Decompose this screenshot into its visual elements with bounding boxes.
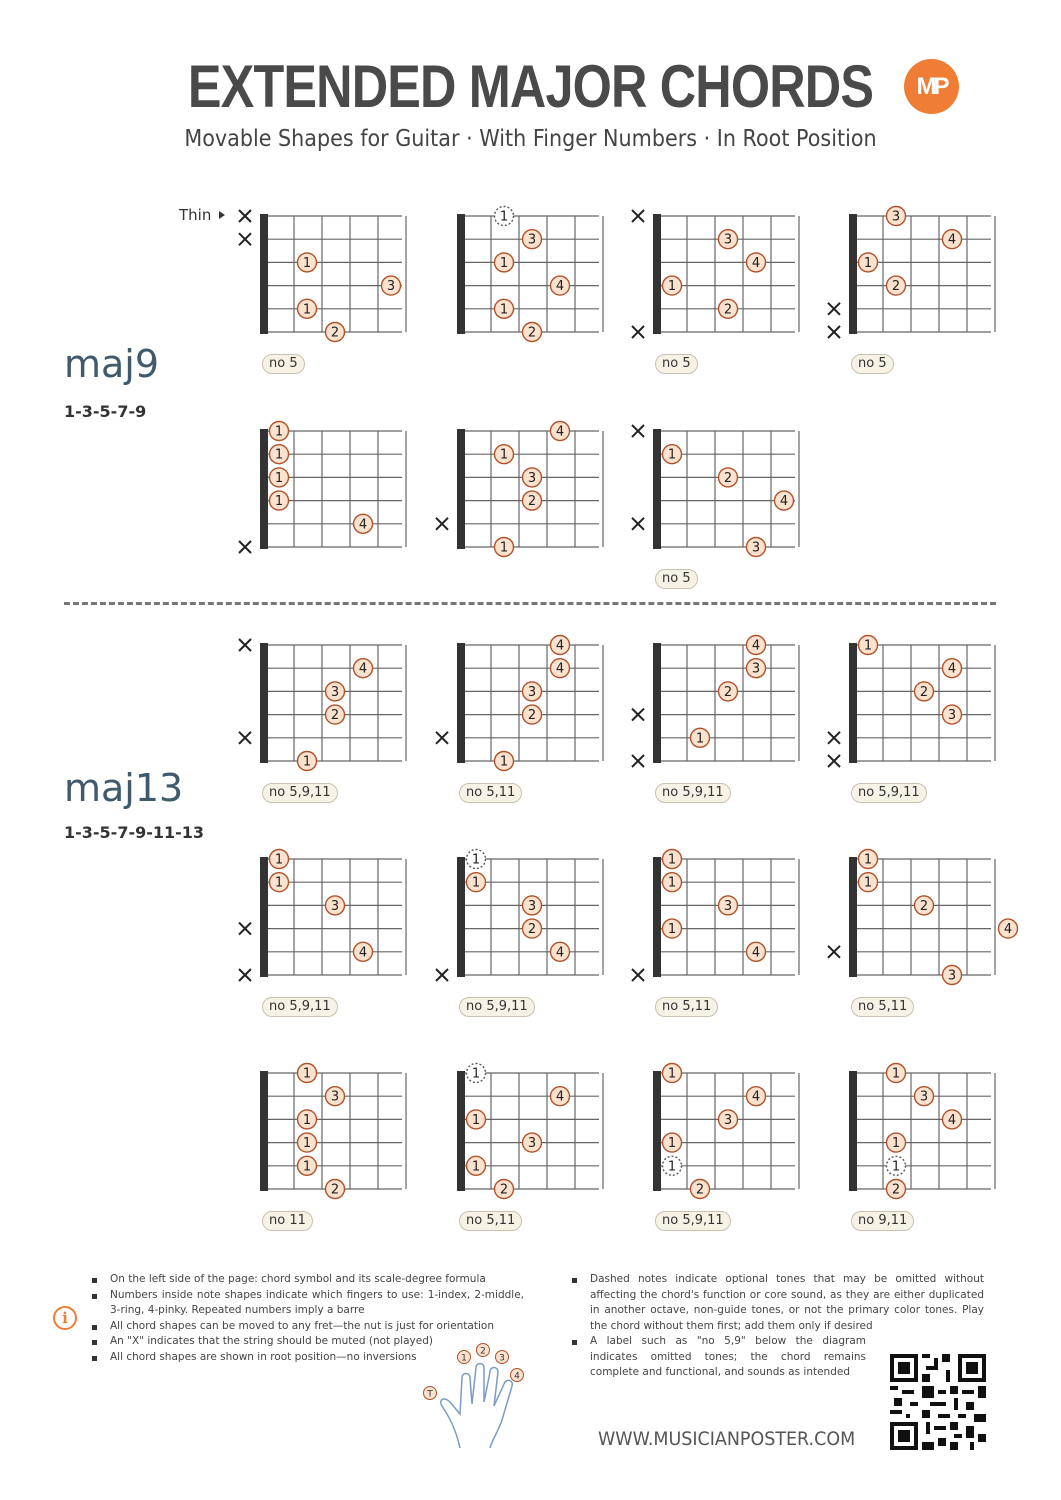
nut-bar [653,214,661,334]
finger-number: 1 [274,447,284,463]
mute-x-icon [828,303,840,315]
chord-diagram [232,849,392,1029]
omitted-tones-badge: no 11 [262,1211,313,1231]
finger-number: 1 [667,922,677,938]
nut-bar [457,1071,465,1191]
finger-number: 1 [274,852,284,868]
finger-number: 3 [330,1089,340,1105]
finger-number: 1 [667,852,677,868]
finger-number: 1 [891,1136,901,1152]
finger-number: 3 [330,898,340,914]
finger-number: 4 [751,638,761,654]
finger-number: 1 [302,1136,312,1152]
mute-x-icon [828,755,840,767]
nut-bar [653,429,661,549]
chord-diagram [821,1063,981,1243]
nut-bar [260,214,268,334]
finger-number: 3 [723,898,733,914]
finger-number: 4 [1003,922,1013,938]
omitted-tones-badge: no 5,11 [655,997,718,1017]
finger-number: 3 [947,708,957,724]
finger-number: 3 [527,684,537,700]
finger-number: 1 [667,1136,677,1152]
finger-number: 1 [863,255,873,271]
hand-finger-4: 4 [514,1371,520,1382]
finger-number: 3 [751,661,761,677]
nut-bar [849,857,857,977]
finger-number: 1 [302,754,312,770]
mute-x-icon [436,732,448,744]
nut-bar [260,1071,268,1191]
finger-number: 2 [527,708,537,724]
finger-number: 4 [751,255,761,271]
note-item: An "X" indicates that the string should be muted (not played) [90,1334,524,1350]
mute-x-icon [828,732,840,744]
finger-number: 3 [527,898,537,914]
finger-number: 1 [274,470,284,486]
nut-bar [653,643,661,763]
finger-number: 2 [330,325,340,341]
finger-number: 4 [555,661,565,677]
finger-number: 1 [499,540,509,556]
finger-number: 3 [891,209,901,225]
finger-number: 1 [471,852,481,868]
finger-number: 2 [723,684,733,700]
finger-number: 1 [274,494,284,510]
hand-finger-2: 2 [480,1346,486,1357]
website-url[interactable]: WWW.MUSICIANPOSTER.COM [598,1428,856,1450]
mute-x-icon [632,969,644,981]
mute-x-icon [632,326,644,338]
finger-number: 1 [471,875,481,891]
chord-diagram [232,206,396,386]
mute-x-icon [239,732,251,744]
omitted-tones-badge: no 5,9,11 [655,1211,731,1231]
mute-x-icon [239,969,251,981]
finger-number: 3 [919,1089,929,1105]
thin-string-label: Thin [179,206,212,224]
page-title: EXTENDED MAJOR CHORDS [187,53,874,120]
chord-diagram [429,1063,589,1243]
hand-finger-diagram-icon [420,1340,540,1450]
finger-number: 2 [499,1182,509,1198]
finger-number: 3 [751,540,761,556]
finger-number: 4 [751,1089,761,1105]
finger-number: 4 [555,1089,565,1105]
nut-bar [457,429,465,549]
finger-number: 1 [891,1066,901,1082]
finger-number: 1 [499,209,509,225]
chord-name-maj9: maj9 [64,342,160,386]
hand-finger-3: 3 [499,1353,505,1364]
mute-x-icon [828,946,840,958]
finger-number: 4 [555,279,565,295]
finger-number: 4 [555,945,565,961]
omitted-tones-badge: no 5,11 [459,1211,522,1231]
finger-number: 2 [527,325,537,341]
finger-number: 1 [274,424,284,440]
finger-number: 4 [947,661,957,677]
nut-bar [457,857,465,977]
finger-number: 4 [358,517,368,533]
nut-bar [457,214,465,334]
finger-number: 4 [358,661,368,677]
finger-number: 2 [891,279,901,295]
chord-name-maj13: maj13 [64,766,184,810]
finger-number: 4 [751,945,761,961]
omitted-tones-badge: no 9,11 [851,1211,914,1231]
omitted-tones-badge: no 5,11 [851,997,914,1017]
nut-bar [653,857,661,977]
mute-x-icon [632,210,644,222]
finger-number: 2 [919,684,929,700]
nut-bar [457,643,465,763]
chord-diagram [232,421,392,601]
finger-number: 1 [302,1159,312,1175]
finger-number: 4 [358,945,368,961]
nut-bar [849,643,857,763]
hand-finger-thumb: T [427,1389,433,1400]
finger-number: 2 [919,898,929,914]
finger-number: 1 [863,852,873,868]
finger-number: 1 [471,1066,481,1082]
mute-x-icon [239,233,251,245]
mute-x-icon [239,923,251,935]
nut-bar [260,857,268,977]
mute-x-icon [239,639,251,651]
finger-number: 4 [555,424,565,440]
mute-x-icon [828,326,840,338]
finger-number: 4 [947,1112,957,1128]
finger-number: 4 [947,232,957,248]
qr-code-icon [890,1354,986,1450]
chord-diagram [232,635,392,815]
chord-diagram [821,849,1013,1029]
mute-x-icon [436,518,448,530]
finger-number: 3 [527,1136,537,1152]
hand-finger-1: 1 [461,1353,467,1364]
finger-number: 3 [527,470,537,486]
finger-number: 4 [779,494,789,510]
finger-number: 2 [695,1182,705,1198]
omitted-tones-badge: no 5 [851,354,894,374]
finger-number: 1 [667,279,677,295]
finger-number: 1 [471,1112,481,1128]
mute-x-icon [436,969,448,981]
chord-diagram [625,421,789,601]
chord-diagram [625,849,785,1029]
finger-number: 1 [667,1066,677,1082]
chord-diagram [429,849,589,1029]
omitted-tones-badge: no 5 [262,354,305,374]
note-item: On the left side of the page: chord symbol and its scale-degree formula [90,1272,524,1288]
finger-number: 1 [667,1159,677,1175]
omitted-tones-badge: no 5,9,11 [262,997,338,1017]
note-item: All chord shapes are shown in root position—no inversions [90,1350,524,1366]
nut-bar [260,429,268,549]
finger-number: 1 [302,255,312,271]
finger-number: 2 [330,708,340,724]
mute-x-icon [632,755,644,767]
chord-diagram [429,421,589,601]
finger-number: 1 [302,1112,312,1128]
chord-diagram [625,635,785,815]
chord-diagram [429,635,589,815]
nut-bar [260,643,268,763]
chord-diagram [625,1063,785,1243]
omitted-tones-badge: no 5,9,11 [459,997,535,1017]
note-item: A label such as "no 5,9" below the diagram indicates omitted tones; the chord remains complete and functional, and sounds as intended [570,1334,866,1381]
omitted-tones-badge: no 5,11 [459,783,522,803]
finger-number: 4 [555,638,565,654]
finger-number: 1 [499,754,509,770]
omitted-tones-badge: no 5 [655,354,698,374]
mute-x-icon [239,210,251,222]
chord-formula-maj13: 1-3-5-7-9-11-13 [64,823,205,842]
mute-x-icon [632,425,644,437]
finger-number: 1 [695,731,705,747]
nut-bar [849,1071,857,1191]
finger-number: 1 [499,447,509,463]
mute-x-icon [632,518,644,530]
hand-outline-icon [441,1364,513,1449]
finger-number: 3 [723,1112,733,1128]
finger-number: 1 [499,255,509,271]
finger-number: 1 [302,1066,312,1082]
finger-number: 2 [891,1182,901,1198]
finger-number: 3 [947,968,957,984]
finger-number: 3 [386,279,396,295]
chord-diagram [821,635,981,815]
info-icon: i [53,1306,77,1330]
finger-number: 1 [274,875,284,891]
finger-number: 1 [863,638,873,654]
finger-number: 1 [891,1159,901,1175]
finger-number: 1 [667,447,677,463]
chord-diagram [429,206,589,386]
finger-number: 1 [471,1159,481,1175]
finger-number: 1 [863,875,873,891]
chord-formula-maj9: 1-3-5-7-9 [64,402,147,421]
finger-number: 2 [527,494,537,510]
chord-diagram [821,206,981,386]
finger-number: 3 [330,684,340,700]
omitted-tones-badge: no 5,9,11 [851,783,927,803]
page-subtitle: Movable Shapes for Guitar · With Finger Numbers · In Root Position [184,126,877,152]
note-item: All chord shapes can be moved to any fret—the nut is just for orientation [90,1319,524,1335]
section-separator [64,602,996,605]
mute-x-icon [239,541,251,553]
finger-number: 3 [527,232,537,248]
nut-bar [653,1071,661,1191]
note-item: Dashed notes indicate optional tones that may be omitted without affecting the chord's function or core sound, as they are either duplicated in another octave, non-guide tones, or not the primary color tones. Play the chord without them first; add them only if desired [570,1272,984,1334]
finger-number: 2 [330,1182,340,1198]
finger-number: 2 [527,922,537,938]
mute-x-icon [632,709,644,721]
chord-diagram [232,1063,392,1243]
chord-diagram [625,206,785,386]
finger-number: 1 [302,302,312,318]
finger-number: 3 [723,232,733,248]
omitted-tones-badge: no 5 [655,569,698,589]
thin-arrow-icon [219,211,225,219]
finger-number: 1 [667,875,677,891]
omitted-tones-badge: no 5,9,11 [655,783,731,803]
omitted-tones-badge: no 5,9,11 [262,783,338,803]
finger-number: 1 [499,302,509,318]
musicianposter-logo: MP [904,59,959,114]
finger-number: 2 [723,470,733,486]
finger-number: 2 [723,302,733,318]
nut-bar [849,214,857,334]
note-item: Numbers inside note shapes indicate which fingers to use: 1-index, 2-middle, 3-ring, 4-pinky. Repeated numbers imply a barre [90,1288,524,1319]
